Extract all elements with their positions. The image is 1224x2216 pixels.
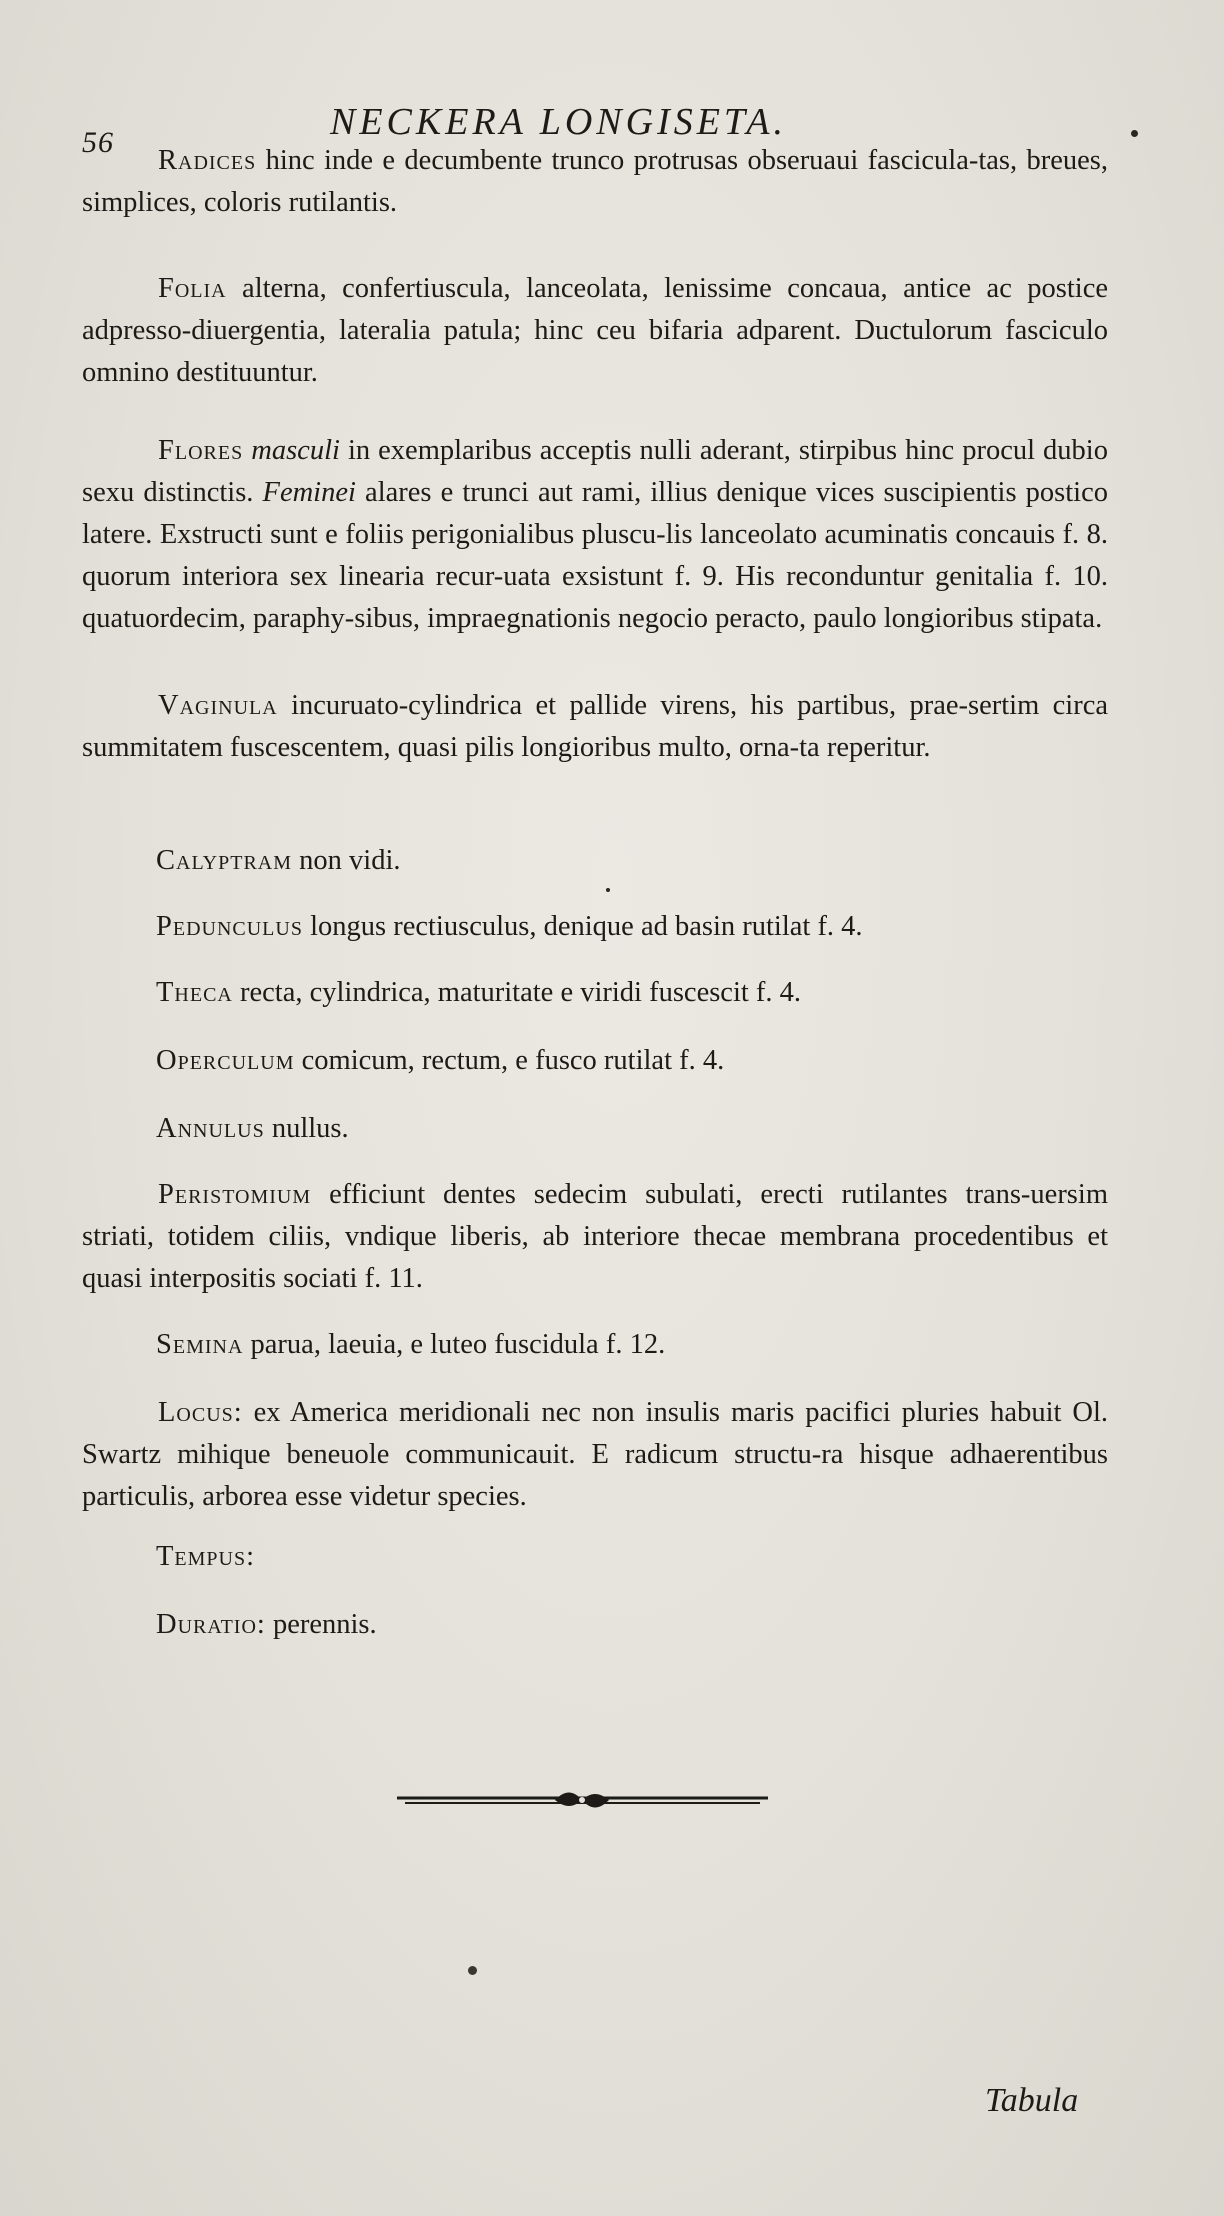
paragraph-peristomium (82, 1174, 1108, 1300)
paper-speck (606, 888, 610, 892)
section-lead: Theca (156, 977, 233, 1008)
paragraph-locus (82, 1392, 1108, 1518)
paragraph-theca (156, 972, 1106, 1014)
section-lead: Operculum (156, 1045, 295, 1076)
section-text: in exemplaribus acceptis nulli aderant, stirpibus hinc procul dubio sexu distinctis. (82, 435, 1108, 508)
section-lead: Semina (156, 1329, 244, 1360)
section-lead: Radices (158, 145, 257, 176)
section-text: alterna, confertiuscula, lanceolata, lenissime concaua, antice ac postice adpresso-diuergentia, lateralia patula; hinc ceu bifaria adparent. Ductulorum fasciculo omnino destituuntur. (82, 273, 1108, 388)
paragraph-vaginula (82, 685, 1108, 769)
page-number: 56 (82, 126, 114, 159)
section-lead: Peristomium (158, 1179, 312, 1210)
section-text: hinc inde e decumbente trunco protrusas obseruaui fascicula-tas, breues, simplices, coloris rutilantis. (82, 145, 1108, 218)
section-lead: Duratio: (156, 1609, 266, 1640)
ornamental-divider (395, 1787, 770, 1813)
section-lead: Annulus (156, 1113, 265, 1144)
paragraph-radices (82, 140, 1108, 224)
section-text-continued: alares e trunci aut rami, illius denique vices suscipientis postico latere. Exstructi sunt e foliis perigonialibus pluscu-lis lanceolato acuminatis concauis f. 8. quorum interiora sex linearia recur-uata exsistunt f. 9. His reconduntur genitalia f. 10. quatuordecim, paraphy-sibus, impraegnationis negocio peracto, paulo longioribus stipata. (82, 477, 1108, 634)
paragraph-flores (82, 430, 1108, 640)
section-lead: Flores (158, 435, 244, 466)
paragraph-folia (82, 268, 1108, 394)
section-italic-term: Feminei (262, 477, 356, 508)
paper-speck (1131, 130, 1138, 137)
section-lead: Pedunculus (156, 911, 303, 942)
paragraph-pedunculus (156, 906, 1106, 948)
section-text: parua, laeuia, e luteo fuscidula f. 12. (243, 1329, 666, 1360)
section-lead-italic: masculi (243, 435, 340, 466)
paragraph-annulus (156, 1108, 1106, 1150)
section-lead: Folia (158, 273, 227, 304)
paragraph-operculum (156, 1040, 1106, 1082)
paragraph-calyptram (156, 840, 1106, 882)
section-text: perennis. (265, 1609, 377, 1640)
section-text: incuruato-cylindrica et pallide virens, his partibus, prae-sertim circa summitatem fuscescentem, quasi pilis longioribus multo, orna-ta reperitur. (82, 690, 1108, 763)
paragraph-tempus (156, 1536, 1106, 1578)
section-lead: Calyptram (156, 845, 293, 876)
section-text: nullus. (264, 1113, 349, 1144)
section-text: recta, cylindrica, maturitate e viridi fuscescit f. 4. (232, 977, 802, 1008)
section-text: non vidi. (292, 845, 401, 876)
catchword: Tabula (985, 2082, 1079, 2119)
running-title: NECKERA LONGISETA. (330, 101, 787, 143)
paragraph-duratio (156, 1604, 1106, 1646)
section-text: longus rectiusculus, denique ad basin rutilat f. 4. (302, 911, 863, 942)
section-text: efficiunt dentes sedecim subulati, erecti rutilantes trans-uersim striati, totidem ciliis, vndique liberis, ab interiore thecae membrana procedentibus et quasi interpositis sociati f. 11. (82, 1179, 1108, 1294)
paper-speck (468, 1966, 477, 1975)
section-text: ex America meridionali nec non insulis maris pacifici pluries habuit Ol. Swartz mihique beneuole communicauit. E radicum structu-ra hisque adhaerentibus particulis, arborea esse videtur species. (82, 1397, 1108, 1512)
section-lead: Locus: (158, 1397, 243, 1428)
section-text: comicum, rectum, e fusco rutilat f. 4. (294, 1045, 725, 1076)
paragraph-semina (156, 1324, 1106, 1366)
section-lead: Vaginula (158, 690, 278, 721)
section-lead: Tempus: (156, 1541, 256, 1572)
